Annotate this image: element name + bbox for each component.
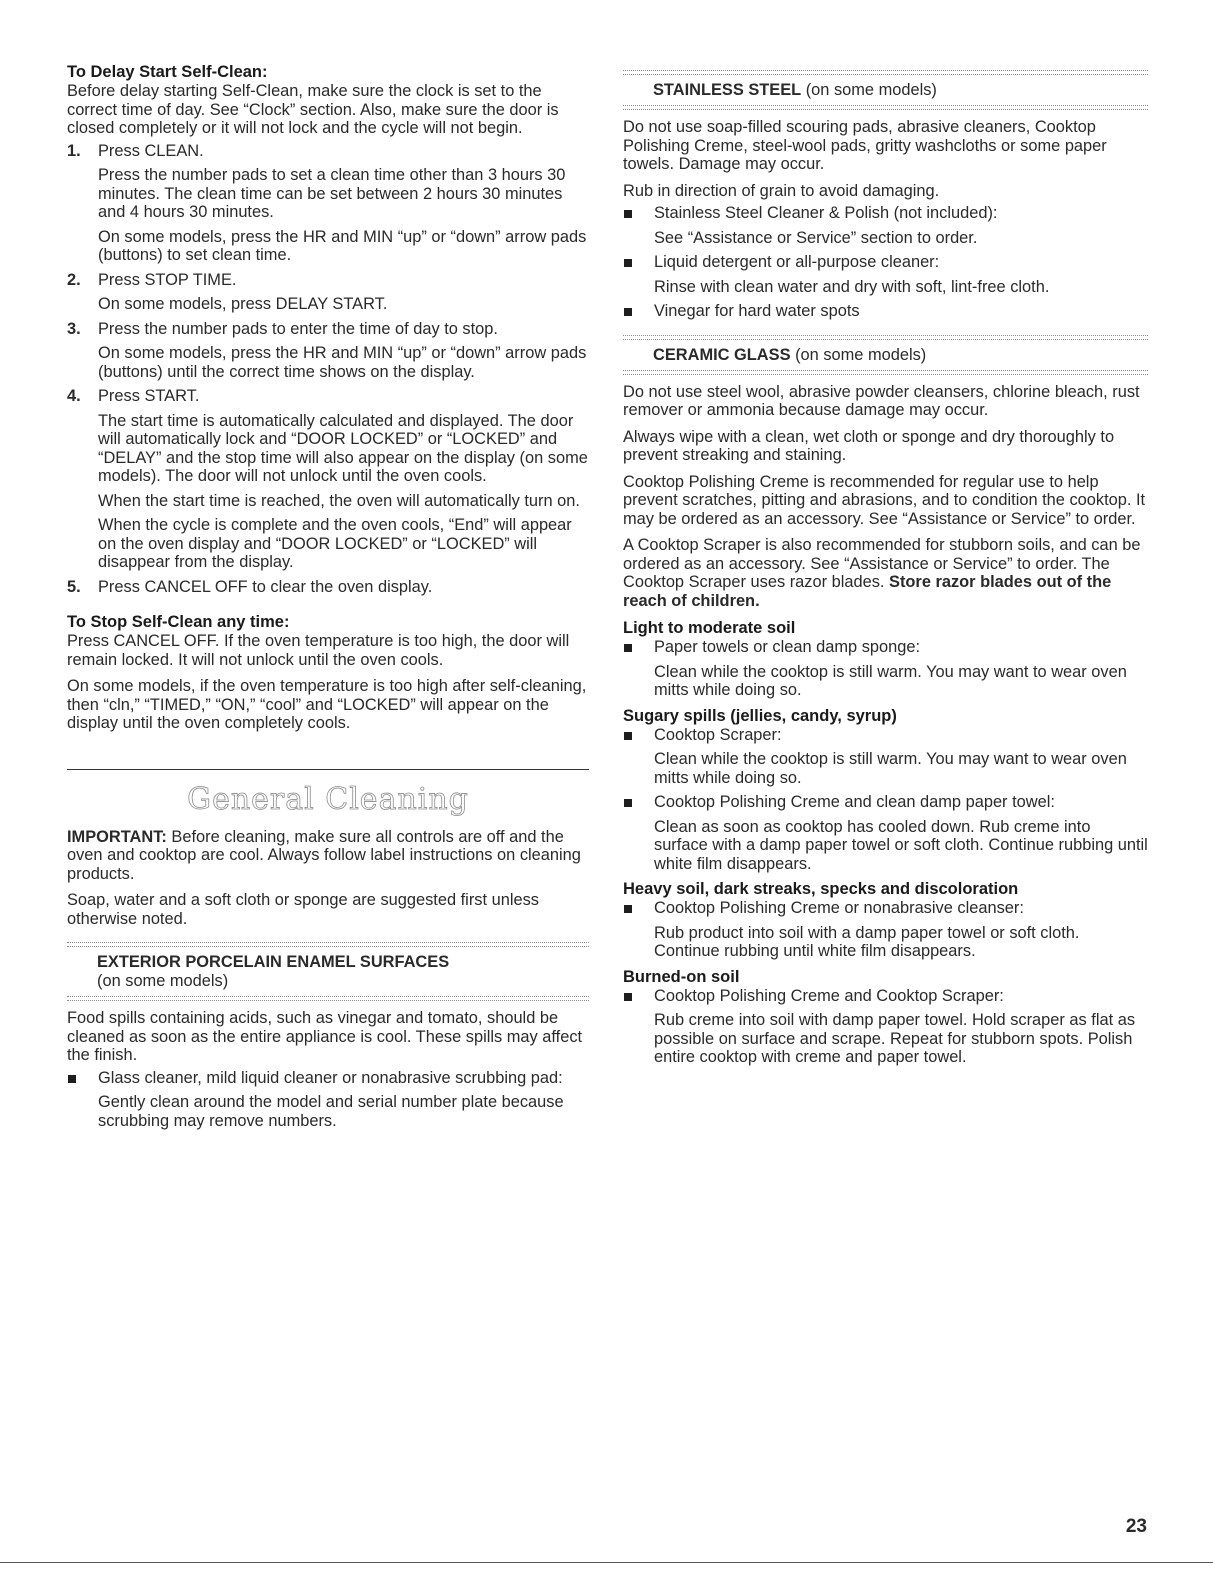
bullet-title: Cooktop Polishing Creme or nonabrasive cleanser: [654, 899, 1024, 917]
general-cleaning-title: General Cleaning [187, 781, 469, 817]
bullet-square-icon [624, 308, 632, 316]
delay-start-heading: To Delay Start Self-Clean: [67, 63, 268, 81]
step-title: Press the number pads to enter the time of day to stop. [98, 319, 498, 338]
bullet-item [623, 302, 1148, 321]
bullet-item [623, 987, 1148, 1067]
bullet-detail: Gently clean around the model and serial number plate because scrubbing may remove numbers. [98, 1093, 564, 1130]
step-item [67, 271, 589, 314]
stainless-header-box [623, 70, 1148, 110]
dotted-rule [623, 105, 1148, 110]
heavy-soil-heading: Heavy soil, dark streaks, specks and discoloration [623, 880, 1019, 898]
step-detail: On some models, press the HR and MIN “up” or “down” arrow pads (buttons) to set clean time. [98, 227, 587, 264]
step-detail: Press the number pads to set a clean time other than 3 hours 30 minutes. The clean time can be set between 2 hours 30 minutes and 4 hours 30 minutes. [98, 166, 566, 221]
bullet-detail: Clean as soon as cooktop has cooled down. Rub creme into surface with a damp paper towel or soft cloth. Continue rubbing until white film disappears. [654, 817, 1148, 873]
ceramic-para-1: Do not use steel wool, abrasive powder cleansers, chlorine bleach, rust remover or ammonia because damage may occur. [623, 382, 1140, 419]
delay-start-intro: Before delay starting Self-Clean, make sure the clock is set to the correct time of day. See “Clock” section. Also, make sure the door is closed completely or it will not lock and the cycle will not begin. [67, 82, 559, 137]
dotted-rule [67, 996, 589, 1001]
bullet-title: Cooktop Polishing Creme and Cooktop Scraper: [654, 986, 1004, 1005]
heavy-soil-bullets [623, 899, 1148, 961]
page-number: 23 [1125, 1516, 1147, 1537]
step-number: 4. [67, 387, 81, 405]
dotted-rule [623, 370, 1148, 375]
bullet-square-icon [624, 905, 632, 913]
ceramic-para-2: Always wipe with a clean, wet cloth or sponge and dry thoroughly to prevent streaking and staining. [623, 427, 1115, 464]
bullet-detail: Rub creme into soil with damp paper towel. Hold scraper as flat as possible on surface and scrape. Repeat for stubborn spots. Polish entire cooktop with creme and paper towel. [654, 1011, 1136, 1066]
ceramic-subtitle: (on some models) [790, 345, 927, 364]
burned-soil-heading: Burned-on soil [623, 967, 740, 986]
step-detail: The start time is automatically calculated and displayed. The door will automatically lock and “DOOR LOCKED” or “LOCKED” and “DELAY” and the stop time will also appear on the display (on some models). The door will not unlock until the oven cools. [98, 411, 588, 485]
step-item [67, 320, 589, 382]
ceramic-para-4: A Cooktop Scraper is also recommended for stubborn soils, and can be ordered as an accessory. See “Assistance or Service” to order. The Cooktop Scraper uses razor blades. [623, 536, 1141, 591]
bullet-square-icon [68, 1075, 76, 1083]
porcelain-subtitle: (on some models) [97, 972, 229, 990]
bullet-square-icon [624, 644, 632, 652]
step-title: Press STOP TIME. [98, 270, 237, 289]
bullet-detail: Clean while the cooktop is still warm. You may want to wear oven mitts while doing so. [654, 662, 1127, 699]
step-title: Press CANCEL OFF to clear the oven display. [98, 577, 433, 596]
bullet-title: Vinegar for hard water spots [654, 302, 860, 320]
sugary-spills-heading: Sugary spills (jellies, candy, syrup) [623, 706, 897, 725]
bullet-item [623, 253, 1148, 296]
bullet-title: Glass cleaner, mild liquid cleaner or nonabrasive scrubbing pad: [98, 1068, 563, 1087]
bullet-detail: See “Assistance or Service” section to order. [654, 228, 978, 247]
porcelain-title: EXTERIOR PORCELAIN ENAMEL SURFACES [97, 953, 450, 971]
step-title: Press START. [98, 387, 200, 405]
light-soil-heading: Light to moderate soil [623, 619, 796, 637]
ceramic-para-3: Cooktop Polishing Creme is recommended for regular use to help prevent scratches, pitting and abrasions, and to condition the cooktop. It may be ordered as an accessory. See “Assistance or Service” to order. [623, 472, 1146, 528]
step-number: 1. [67, 141, 81, 160]
step-number: 5. [67, 577, 81, 596]
delay-start-steps [67, 142, 589, 597]
porcelain-header-box [67, 942, 589, 1001]
porcelain-intro: Food spills containing acids, such as vinegar and tomato, should be cleaned as soon as the entire appliance is cool. These spills may affect the finish. [67, 1009, 583, 1064]
bullet-square-icon [624, 210, 632, 218]
stainless-title: STAINLESS STEEL [653, 81, 802, 99]
step-item [67, 142, 589, 265]
bullet-item [623, 204, 1148, 247]
stop-self-clean-para-1: Press CANCEL OFF. If the oven temperature is too high, the door will remain locked. It will not unlock until the oven cools. [67, 632, 570, 669]
bullet-title: Cooktop Polishing Creme and clean damp paper towel: [654, 793, 1055, 811]
stop-self-clean-heading: To Stop Self-Clean any time: [67, 613, 290, 631]
bullet-square-icon [624, 993, 632, 1001]
bullet-detail: Clean while the cooktop is still warm. You may want to wear oven mitts while doing so. [654, 750, 1127, 787]
bullet-item [623, 638, 1148, 700]
bullet-detail: Rinse with clean water and dry with soft, lint-free cloth. [654, 277, 1050, 296]
step-detail: When the start time is reached, the oven will automatically turn on. [98, 491, 580, 510]
stainless-para-2: Rub in direction of grain to avoid damaging. [623, 181, 940, 200]
bullet-title: Liquid detergent or all-purpose cleaner: [654, 253, 940, 271]
bullet-item [623, 726, 1148, 788]
bullet-title: Cooktop Scraper: [654, 725, 782, 744]
step-detail: On some models, press the HR and MIN “up” or “down” arrow pads (buttons) until the correct time shows on the display. [98, 344, 587, 381]
right-column [623, 62, 1148, 1073]
section-divider [67, 769, 589, 770]
step-item [67, 578, 589, 597]
step-detail: When the cycle is complete and the oven cools, “End” will appear on the oven display and “DOOR LOCKED” or “LOCKED” will disappear from the display. [98, 516, 572, 571]
step-item [67, 387, 589, 572]
razor-warning: Store razor blades out of the reach of children. [623, 573, 1112, 610]
burned-soil-bullets [623, 987, 1148, 1067]
stop-self-clean-para-2: On some models, if the oven temperature is too high after self-cleaning, then “cln,” “TIMED,” “ON,” “cool” and “LOCKED” will appear on the display until the oven completely cools. [67, 677, 587, 732]
step-number: 2. [67, 270, 81, 289]
bullet-title: Paper towels or clean damp sponge: [654, 638, 921, 656]
porcelain-bullets [67, 1069, 589, 1131]
soap-water-note: Soap, water and a soft cloth or sponge are suggested first unless otherwise noted. [67, 891, 539, 928]
step-title: Press CLEAN. [98, 141, 204, 160]
stainless-subtitle: (on some models) [801, 81, 937, 99]
step-detail: On some models, press DELAY START. [98, 295, 388, 313]
stainless-bullets [623, 204, 1148, 321]
bullet-square-icon [624, 259, 632, 267]
bullet-square-icon [624, 799, 632, 807]
important-text: Before cleaning, make sure all controls are off and the oven and cooktop are cool. Always follow label instructions on cleaning products. [67, 827, 581, 883]
bullet-title: Stainless Steel Cleaner & Polish (not included): [654, 204, 998, 222]
stainless-para-1: Do not use soap-filled scouring pads, abrasive cleaners, Cooktop Polishing Creme, steel-wool pads, gritty washcloths or some paper towels. Damage may occur. [623, 118, 1107, 173]
step-number: 3. [67, 319, 81, 338]
bottom-rule [0, 1562, 1213, 1563]
bullet-item [623, 899, 1148, 961]
ceramic-header-box [623, 335, 1148, 375]
light-soil-bullets [623, 638, 1148, 700]
bullet-square-icon [624, 732, 632, 740]
important-label: IMPORTANT: [67, 827, 167, 846]
bullet-detail: Rub product into soil with a damp paper towel or soft cloth. Continue rubbing until white film disappears. [654, 923, 1080, 960]
left-column [67, 62, 589, 1136]
ceramic-title: CERAMIC GLASS [653, 345, 791, 364]
bullet-item [623, 793, 1148, 873]
sugary-spills-bullets [623, 726, 1148, 874]
bullet-item [67, 1069, 589, 1131]
